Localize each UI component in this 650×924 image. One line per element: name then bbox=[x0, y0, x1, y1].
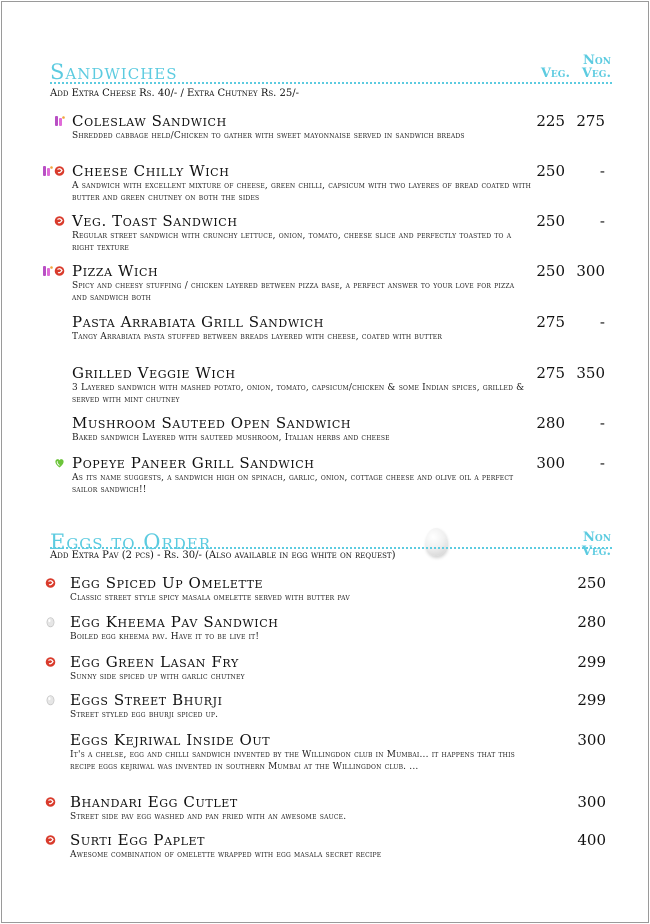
item-name: Eggs Street Bhurji bbox=[70, 691, 223, 709]
egg-icon bbox=[45, 616, 56, 628]
item-description: It's a chelse, egg and chilli sandwich invented by the Willingdon club in Mumbai... it happens that this recipe eggs kejriwal was invented in southern Mumbai at the Willingdon club. ... bbox=[70, 750, 515, 772]
healthy-icon bbox=[54, 457, 65, 469]
price-veg: 280 bbox=[536, 414, 565, 432]
price-non-veg: - bbox=[599, 414, 605, 432]
price: 299 bbox=[577, 691, 606, 709]
item-description: Regular street sandwich with crunchy lettuce, onion, tomato, cheese slice and perfectly toasted to a right texture bbox=[72, 231, 512, 253]
item-icons bbox=[45, 833, 56, 847]
menu-item bbox=[0, 831, 650, 871]
item-icons bbox=[54, 114, 65, 128]
item-name: Grilled Veggie Wich bbox=[72, 364, 236, 382]
kids-icon bbox=[42, 165, 53, 177]
item-icons bbox=[42, 264, 65, 278]
item-name: Bhandari Egg Cutlet bbox=[70, 793, 238, 811]
extras-note: Add Extra Pav (2 pcs) - Rs. 30/- (Also available in egg white on request) bbox=[50, 550, 396, 561]
item-name: Popeye Paneer Grill Sandwich bbox=[72, 454, 315, 472]
item-description: Street styled egg bhurji spiced up. bbox=[70, 710, 219, 720]
column-header-non: Non bbox=[583, 530, 611, 545]
price-non-veg: - bbox=[599, 162, 605, 180]
spicy-icon bbox=[45, 796, 56, 808]
item-name: Egg Spiced Up Omelette bbox=[70, 574, 264, 592]
item-name: Egg Green Lasan Fry bbox=[70, 653, 239, 671]
column-header-veg: Veg. bbox=[581, 544, 611, 559]
price-veg: 250 bbox=[536, 212, 565, 230]
menu-item bbox=[0, 364, 650, 408]
egg-icon bbox=[45, 694, 56, 706]
egg-illustration bbox=[425, 528, 447, 556]
section-divider bbox=[50, 547, 612, 549]
price-veg: 300 bbox=[536, 454, 565, 472]
spicy-icon bbox=[45, 834, 56, 846]
menu-item bbox=[0, 793, 650, 833]
item-name: Eggs Kejriwal Inside Out bbox=[70, 731, 271, 749]
item-name: Pizza Wich bbox=[72, 262, 159, 280]
price: 250 bbox=[577, 574, 606, 592]
menu-item bbox=[0, 313, 650, 357]
item-icons bbox=[45, 655, 56, 669]
item-name: Coleslaw Sandwich bbox=[72, 112, 227, 130]
item-description: Sunny side spiced up with garlic chutney bbox=[70, 672, 245, 682]
item-description: Boiled egg kheema pav. Have it to be live it! bbox=[70, 632, 260, 642]
price: 400 bbox=[577, 831, 606, 849]
price-non-veg: - bbox=[599, 313, 605, 331]
item-name: Egg Kheema Pav Sandwich bbox=[70, 613, 279, 631]
price-non-veg: 300 bbox=[576, 262, 605, 280]
menu-item bbox=[0, 691, 650, 731]
price-non-veg: 350 bbox=[576, 364, 605, 382]
item-description: Tangy Arrabiata pasta stuffed between breads layered with cheese, coated with butter bbox=[72, 332, 443, 342]
item-description: 3 Layered sandwich with mashed potato, onion, tomato, capsicum/chicken & some Indian spices, grilled & served with mint chutney bbox=[72, 383, 525, 405]
item-description: Street side pav egg washed and pan fried with an awesome sauce. bbox=[70, 812, 347, 822]
item-icons bbox=[45, 693, 56, 707]
item-icons bbox=[54, 214, 65, 228]
price-non-veg: - bbox=[599, 212, 605, 230]
menu-item bbox=[0, 162, 650, 206]
item-description: Shredded cabbage held/Chicken to gather with sweet mayonnaise served in sandwich breads bbox=[72, 131, 465, 141]
spicy-icon bbox=[45, 656, 56, 668]
item-name: Cheese Chilly Wich bbox=[72, 162, 230, 180]
column-header-non-veg: Veg. bbox=[581, 66, 611, 81]
item-description: A sandwich with excellent mixture of cheese, green chilli, capsicum with two layeres of bread coated with butter and green chutney on both the sides bbox=[72, 181, 532, 203]
price: 300 bbox=[577, 793, 606, 811]
price: 299 bbox=[577, 653, 606, 671]
column-header-non: Non bbox=[583, 53, 611, 68]
section-divider bbox=[50, 82, 612, 84]
menu-item bbox=[0, 212, 650, 256]
spicy-icon bbox=[54, 215, 65, 227]
item-description: Awesome combination of omelette wrapped with egg masala secret recipe bbox=[70, 850, 382, 860]
item-description: Classic street style spicy masala omelette served with butter pav bbox=[70, 593, 350, 603]
price: 300 bbox=[577, 731, 606, 749]
price: 280 bbox=[577, 613, 606, 631]
spicy-icon bbox=[45, 577, 56, 589]
menu-item bbox=[0, 112, 650, 156]
price-veg: 225 bbox=[536, 112, 565, 130]
item-name: Surti Egg Paplet bbox=[70, 831, 206, 849]
item-description: Spicy and cheesy stuffing / chicken layered between pizza base, a perfect answer to your love for pizza and sandwich both bbox=[72, 281, 515, 303]
item-icons bbox=[45, 576, 56, 590]
price-veg: 250 bbox=[536, 162, 565, 180]
price-veg: 275 bbox=[536, 364, 565, 382]
section-title-sandwiches: Sandwiches bbox=[50, 60, 178, 84]
item-icons bbox=[54, 456, 65, 470]
price-veg: 275 bbox=[536, 313, 565, 331]
spicy-icon bbox=[54, 165, 65, 177]
price-veg: 250 bbox=[536, 262, 565, 280]
kids-icon bbox=[42, 265, 53, 277]
item-icons bbox=[45, 795, 56, 809]
menu-item bbox=[0, 653, 650, 693]
menu-item bbox=[0, 454, 650, 498]
section-title-eggs: Eggs to Order bbox=[50, 530, 212, 554]
menu-item bbox=[0, 262, 650, 306]
price-non-veg: 275 bbox=[576, 112, 605, 130]
menu-item bbox=[0, 613, 650, 653]
item-name: Veg. Toast Sandwich bbox=[72, 212, 238, 230]
column-header-veg: Veg. bbox=[540, 66, 570, 81]
extras-note: Add Extra Cheese Rs. 40/- / Extra Chutney Rs. 25/- bbox=[50, 88, 299, 99]
item-name: Pasta Arrabiata Grill Sandwich bbox=[72, 313, 324, 331]
item-icons bbox=[45, 615, 56, 629]
spicy-icon bbox=[54, 265, 65, 277]
menu-item bbox=[0, 414, 650, 458]
item-description: As its name suggests, a sandwich high on spinach, garlic, onion, cottage cheese and olive oil a perfect sailor sandwich!! bbox=[72, 473, 514, 495]
price-non-veg: - bbox=[599, 454, 605, 472]
kids-icon bbox=[54, 115, 65, 127]
item-name: Mushroom Sauteed Open Sandwich bbox=[72, 414, 352, 432]
item-icons bbox=[42, 164, 65, 178]
item-description: Baked sandwich Layered with sauteed mushroom, Italian herbs and cheese bbox=[72, 433, 390, 443]
menu-item bbox=[0, 574, 650, 614]
menu-item bbox=[0, 731, 650, 771]
